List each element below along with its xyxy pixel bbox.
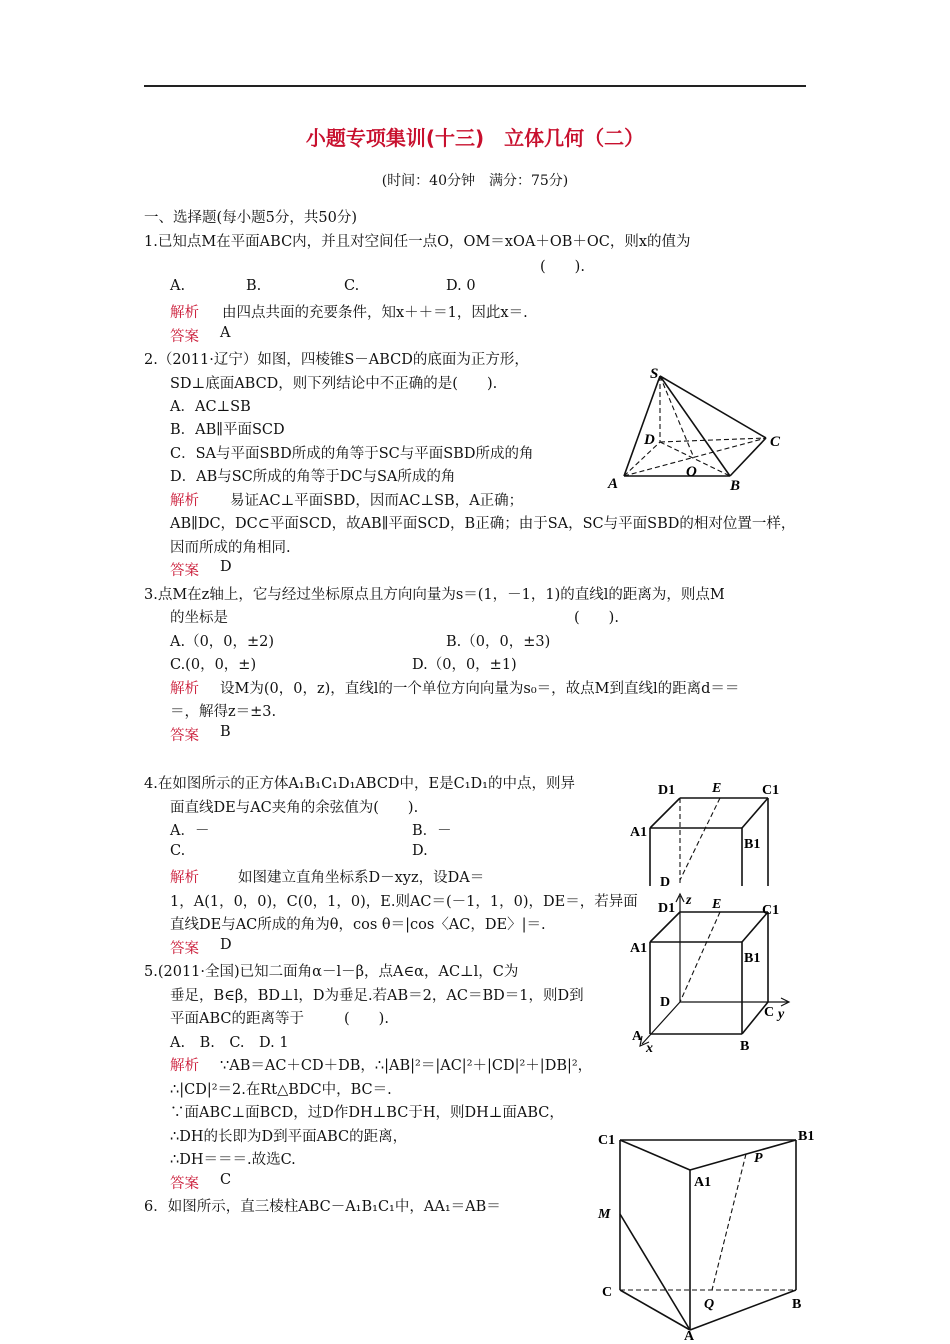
pyramid-label-b: B — [730, 478, 741, 494]
pyramid-label-c: C — [770, 434, 781, 450]
q5-paren: ( ). — [344, 1011, 389, 1027]
q3-option-c: C.(0，0，±) — [170, 657, 257, 673]
q1-option-c: C. — [344, 278, 360, 294]
cube2-label-c: C — [764, 1005, 775, 1020]
pyramid-label-s: S — [650, 366, 659, 382]
q4-analysis-1: 如图建立直角坐标系D－xyz，设DA＝ — [238, 870, 485, 886]
section-heading: 一、选择题(每小题5分，共50分) — [144, 210, 357, 226]
cube2-label-d1: D1 — [658, 901, 676, 916]
q4-answer: D — [220, 937, 232, 953]
prism-label-b1: B1 — [798, 1129, 815, 1144]
q4-stem-1: 4.在如图所示的正方体A₁B₁C₁D₁ABCD中，E是C₁D₁的中点，则异 — [144, 776, 575, 792]
cube2-label-a: A — [632, 1029, 643, 1044]
cube2-label-z: z — [686, 893, 692, 908]
pyramid-label-a: A — [608, 476, 619, 492]
q4-analysis-label: 解析 — [170, 870, 199, 886]
cube2-label-a1: A1 — [630, 941, 648, 956]
q4-answer-label: 答案 — [170, 941, 199, 957]
cube-figure-1 — [628, 778, 788, 886]
q1-option-a: A. — [170, 278, 186, 294]
prism-label-p: P — [754, 1151, 763, 1166]
q1-analysis-label: 解析 — [170, 305, 199, 321]
prism-label-c: C — [602, 1285, 613, 1300]
q2-analysis-1: 易证AC⊥平面SBD，因而AC⊥SB，A正确； — [230, 493, 524, 509]
q4-option-d: D. — [412, 843, 428, 859]
q6-stem-1: 6．如图所示，直三棱柱ABC－A₁B₁C₁中，AA₁＝AB＝ — [144, 1199, 501, 1215]
q3-paren: ( ). — [574, 610, 619, 626]
prism-label-m: M — [598, 1207, 611, 1222]
prism-label-b: B — [792, 1297, 802, 1312]
cube1-label-d1: D1 — [658, 783, 676, 798]
cube2-label-y: y — [778, 1007, 785, 1022]
q1-answer: A — [220, 325, 231, 341]
cube1-label-d: D — [660, 875, 671, 886]
cube2-label-b1: B1 — [744, 951, 761, 966]
pyramid-label-d: D — [644, 432, 655, 448]
q2-stem-1: 2.（2011·辽宁）如图，四棱锥S－ABCD的底面为正方形， — [144, 352, 529, 368]
q3-answer-label: 答案 — [170, 728, 199, 744]
q4-analysis-2: 1，A(1，0，0)，C(0，1，0)，E.则AC＝(－1，1，0)，DE＝，若异面 — [170, 894, 638, 910]
cube2-label-x: x — [646, 1041, 653, 1056]
q2-option-d: D．AB与SC所成的角等于DC与SA所成的角 — [170, 469, 456, 485]
q3-option-b: B.（0，0，±3) — [446, 634, 551, 650]
prism-label-a1: A1 — [694, 1175, 712, 1190]
top-rule — [144, 85, 806, 87]
cube2-label-d: D — [660, 995, 671, 1010]
q2-answer: D — [220, 559, 232, 575]
q5-stem-3: 平面ABC的距离等于 — [170, 1011, 304, 1027]
q5-analysis-label: 解析 — [170, 1058, 199, 1074]
q5-options: A. B. C. D. 1 — [170, 1035, 289, 1051]
prism-label-a: A — [684, 1329, 695, 1340]
q3-analysis-1: 设M为(0，0，z)，直线l的一个单位方向向量为s₀＝，故点M到直线l的距离d＝＝ — [220, 681, 740, 697]
q2-analysis-label: 解析 — [170, 493, 199, 509]
q3-stem-2: 的坐标是 — [170, 610, 228, 626]
q2-analysis-2: AB∥DC，DC⊂平面SCD，故AB∥平面SCD，B正确；由于SA，SC与平面SBD的相对位置一样， — [170, 516, 796, 532]
q4-option-a: A．－ — [170, 823, 210, 839]
prism-label-c1: C1 — [598, 1133, 616, 1148]
cube2-label-b: B — [740, 1039, 750, 1054]
q3-option-d: D.（0，0，±1) — [412, 657, 517, 673]
q5-analysis-3: ∵面ABC⊥面BCD，过D作DH⊥BC于H，则DH⊥面ABC， — [170, 1105, 564, 1121]
q3-answer: B — [220, 724, 231, 740]
q4-option-b: B．－ — [412, 823, 452, 839]
cube1-label-b1: B1 — [744, 837, 761, 852]
q5-answer-label: 答案 — [170, 1176, 199, 1192]
q2-option-c: C．SA与平面SBD所成的角等于SC与平面SBD所成的角 — [170, 446, 534, 462]
cube2-label-c1: C1 — [762, 903, 780, 918]
q5-analysis-1: ∵AB＝AC＋CD＋DB，∴|AB|²＝|AC|²＋|CD|²＋|DB|²， — [220, 1058, 593, 1074]
prism-label-q: Q — [704, 1297, 715, 1312]
q2-option-a: A．AC⊥SB — [170, 399, 251, 415]
page-title: 小题专项集训(十三) 立体几何（二） — [305, 126, 645, 150]
q2-analysis-3: 因而所成的角相同. — [170, 540, 291, 556]
q5-stem-1: 5.(2011·全国)已知二面角α－l－β，点A∈α，AC⊥l，C为 — [144, 964, 519, 980]
q1-analysis: 由四点共面的充要条件，知x＋＋＝1，因此x＝. — [222, 305, 528, 321]
page-subtitle: (时间：40分钟 满分：75分) — [381, 173, 569, 189]
q5-answer: C — [220, 1172, 232, 1188]
prism-figure — [596, 1124, 820, 1340]
cube-figure-2 — [628, 890, 798, 1056]
q4-analysis-3: 直线DE与AC所成的角为θ，cos θ＝|cos〈AC，DE〉|＝. — [170, 917, 546, 933]
q3-stem-1: 3.点M在z轴上，它与经过坐标原点且方向向量为s＝(1，－1，1)的直线l的距离为，则点M — [144, 587, 725, 603]
q3-analysis-2: ＝，解得z＝±3. — [170, 704, 277, 720]
q5-stem-2: 垂足，B∈β，BD⊥l，D为垂足.若AB＝2，AC＝BD＝1，则D到 — [170, 988, 584, 1004]
cube1-label-e: E — [712, 781, 722, 796]
q3-analysis-label: 解析 — [170, 681, 199, 697]
q1-paren: ( ). — [540, 259, 585, 275]
q4-stem-2: 面直线DE与AC夹角的余弦值为( ). — [170, 800, 419, 816]
q1-option-b: B. — [246, 278, 262, 294]
q5-analysis-4: ∴DH的长即为D到平面ABC的距离， — [170, 1129, 408, 1145]
q2-stem-2: SD⊥底面ABCD，则下列结论中不正确的是( ). — [170, 376, 498, 392]
q1-answer-label: 答案 — [170, 329, 199, 345]
q2-answer-label: 答案 — [170, 563, 199, 579]
q1-stem: 1.已知点M在平面ABC内，并且对空间任一点O，OM＝xOA＋OB＋OC，则x的值为 — [144, 234, 691, 250]
cube1-label-c1: C1 — [762, 783, 780, 798]
pyramid-figure — [604, 362, 794, 494]
q5-analysis-5: ∴DH＝＝＝.故选C. — [170, 1152, 296, 1168]
cube1-label-a1: A1 — [630, 825, 648, 840]
pyramid-label-o: O — [686, 464, 697, 480]
cube2-label-e: E — [712, 897, 722, 912]
q2-option-b: B．AB∥平面SCD — [170, 422, 285, 438]
q3-option-a: A.（0，0，±2) — [170, 634, 275, 650]
q1-option-d: D. 0 — [446, 278, 476, 294]
q4-option-c: C. — [170, 843, 186, 859]
q5-analysis-2: ∴|CD|²＝2.在Rt△BDC中，BC＝. — [170, 1082, 392, 1098]
